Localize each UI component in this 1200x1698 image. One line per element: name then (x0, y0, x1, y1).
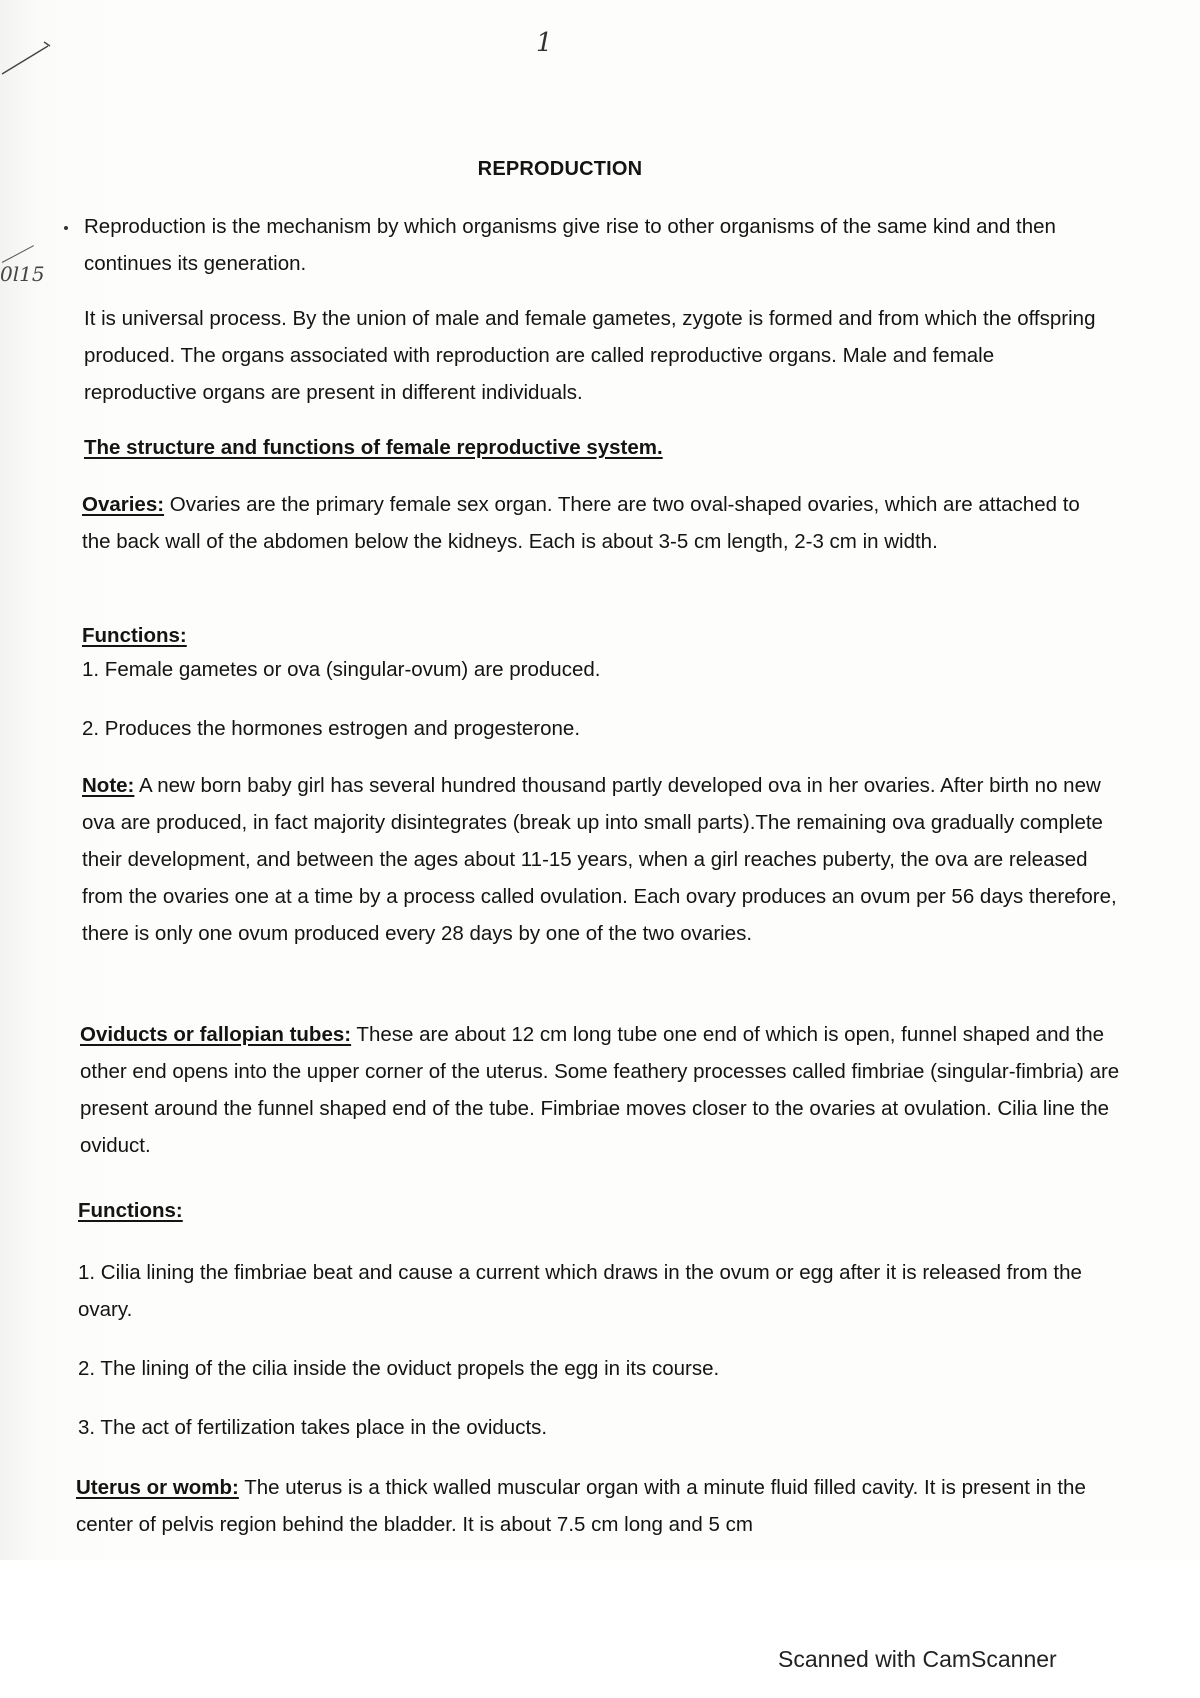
intro-paragraph-1: Reproduction is the mechanism by which organisms give rise to other organisms of the same kind and then continues its generation. (84, 215, 1056, 275)
ovaries-function-item: 1. Female gametes or ova (singular-ovum) are produced. (82, 658, 601, 681)
note-text: A new born baby girl has several hundred thousand partly developed ova in her ovaries. After birth no new ova are produced, in fact majority disintegrates (break up into small parts).The remaining ova gradually complete their development, and between the ages about 11-15 years, when a girl reaches puberty, the ova are released from the ovaries one at a time by a process called ovulation. Each ovary produces an ovum per 56 days therefore, there is only one ovum produced every 28 days by one of the two ovaries. (82, 774, 1117, 945)
bullet-dot (64, 226, 68, 230)
note-label: Note: (82, 774, 135, 797)
oviducts-functions-heading: Functions: (78, 1199, 183, 1222)
oviducts-function-item: 1. Cilia lining the fimbriae beat and cause a current which draws in the ovum or egg after it is released from the ovary. (78, 1261, 1082, 1321)
ovaries-text: Ovaries are the primary female sex organ. There are two oval-shaped ovaries, which are attached to the back wall of the abdomen below the kidneys. Each is about 3-5 cm length, 2-3 cm in width. (82, 493, 1080, 553)
ovaries-label: Ovaries: (82, 493, 165, 516)
ovaries-function-item: 2. Produces the hormones estrogen and progesterone. (82, 717, 581, 740)
pen-stroke-mark (0, 28, 60, 88)
margin-note: 0l15 (0, 262, 45, 286)
ovaries-functions-heading: Functions: (82, 624, 187, 647)
uterus-paragraph (76, 1469, 1126, 1543)
oviducts-paragraph (80, 1016, 1120, 1164)
oviducts-function-item: 3. The act of fertilization takes place in the oviducts. (78, 1416, 548, 1439)
scanner-watermark: Scanned with CamScanner (778, 1646, 1057, 1672)
uterus-label: Uterus or womb: (76, 1476, 239, 1499)
bottom-margin (0, 1560, 1200, 1698)
page-title: REPRODUCTION (477, 158, 643, 180)
ovaries-paragraph (82, 486, 1102, 560)
note-paragraph (82, 767, 1122, 952)
uterus-text: The uterus is a thick walled muscular organ with a minute fluid filled cavity. It is present in the center of pelvis region behind the bladder. It is about 7.5 cm long and 5 cm (76, 1476, 1086, 1536)
page-number: 1 (536, 28, 553, 58)
oviducts-function-item: 2. The lining of the cilia inside the oviduct propels the egg in its course. (78, 1357, 720, 1380)
intro-paragraph-2: It is universal process. By the union of male and female gametes, zygote is formed and from which the offspring produced. The organs associated with reproduction are called reproductive organs. Male and female reproductive organs are present in different individuals. (84, 307, 1096, 404)
section-heading: The structure and functions of female reproductive system. (84, 436, 663, 459)
oviducts-text: These are about 12 cm long tube one end of which is open, funnel shaped and the other end opens into the upper corner of the uterus. Some feathery processes called fimbriae (singular-fimbria) are present around the funnel shaped end of the tube. Fimbriae moves closer to the ovaries at ovulation. Cilia line the oviduct. (80, 1023, 1120, 1157)
oviducts-label: Oviducts or fallopian tubes: (80, 1023, 352, 1046)
